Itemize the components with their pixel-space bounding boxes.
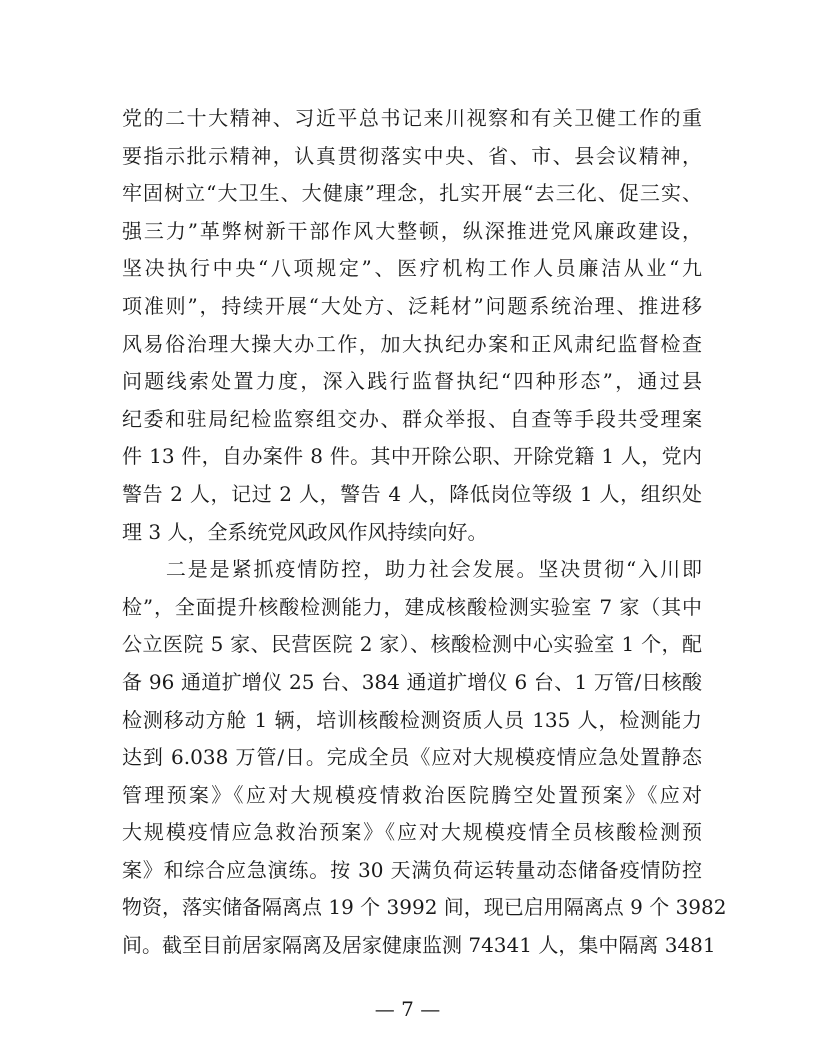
paragraph-start-line: 二是是紧抓疫情防控，助力社会发展。坚决贯彻“入川即 [122, 557, 702, 582]
text-line: 项准则”，持续开展“大处方、泛耗材”问题系统治理、推进移 [122, 293, 702, 318]
text-line: 问题线索处置力度，深入践行监督执纪“四种形态”，通过县 [122, 369, 702, 394]
text-line: 检测移动方舱 1 辆，培训核酸检测资质人员 135 人，检测能力 [122, 707, 702, 732]
text-line: 强三力”革弊树新干部作风大整顿，纵深推进党风廉政建设， [122, 218, 702, 243]
page-number: — 7 — [374, 997, 441, 1021]
text-line: 牢固树立“大卫生、大健康”理念，扎实开展“去三化、促三实、 [122, 181, 702, 206]
text-line: 警告 2 人，记过 2 人，警告 4 人，降低岗位等级 1 人，组织处 [122, 481, 702, 506]
text-line: 要指示批示精神，认真贯彻落实中央、省、市、县会议精神， [122, 143, 702, 168]
text-line: 案》和综合应急演练。按 30 天满负荷运转量动态储备疫情防控 [122, 857, 702, 882]
body-text [122, 100, 727, 980]
text-line: 件 13 件，自办案件 8 件。其中开除公职、开除党籍 1 人，党内 [122, 444, 702, 469]
text-line: 物资，落实储备隔离点 19 个 3992 间，现已启用隔离点 9 个 3982 [122, 895, 727, 920]
text-line: 管理预案》《应对大规模疫情救治医院腾空处置预案》《应对 [122, 782, 702, 807]
text-line: 公立医院 5 家、民营医院 2 家）、核酸检测中心实验室 1 个，配 [122, 632, 702, 657]
text-line: 风易俗治理大操大办工作，加大执纪办案和正风肃纪监督检查 [122, 331, 702, 356]
text-line: 达到 6.038 万管/日。完成全员《应对大规模疫情应急处置静态 [122, 745, 702, 770]
text-line: 坚决执行中央“八项规定”、医疗机构工作人员廉洁从业“九 [122, 256, 702, 281]
text-line: 纪委和驻局纪检监察组交办、群众举报、自查等手段共受理案 [122, 406, 702, 431]
text-line: 检”，全面提升核酸检测能力，建成核酸检测实验室 7 家（其中 [122, 594, 702, 619]
text-line: 党的二十大精神、习近平总书记来川视察和有关卫健工作的重 [122, 106, 702, 130]
text-line: 间。截至目前居家隔离及居家健康监测 74341 人，集中隔离 3481 [122, 933, 716, 958]
text-line: 理 3 人，全系统党风政风作风持续向好。 [122, 519, 488, 544]
text-line: 备 96 通道扩增仪 25 台、384 通道扩增仪 6 台、1 万管/日核酸 [122, 669, 702, 694]
text-line: 大规模疫情应急救治预案》《应对大规模疫情全员核酸检测预 [122, 820, 702, 845]
